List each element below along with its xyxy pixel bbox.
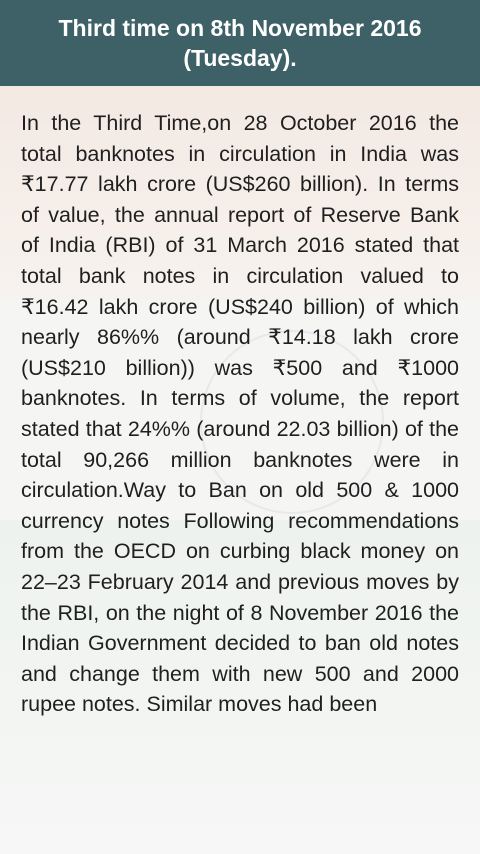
page-title: Third time on 8th November 2016 (Tuesday).	[58, 15, 422, 71]
article-scroll-area[interactable]	[21, 108, 459, 771]
title-bar	[0, 0, 480, 86]
article-body: In the Third Time,on 28 October 2016 the total banknotes in circulation in India was ₹17.77 lakh crore (US$260 billion). In terms of value, the annual report of Reserve Bank of India (RBI) of 31 March 2016 stated that total bank notes in circulation valued to ₹16.42 lakh crore (US$240 billion) of which nearly 86%% (around ₹14.18 lakh crore (US$210 billion)) was ₹500 and ₹1000 banknotes. In terms of volume, the report stated that 24%% (around 22.03 billion) of the total 90,266 million banknotes were in circulation.Way to Ban on old 500 & 1000 currency notes Following recommendations from the OECD on curbing black money on 22–23 February 2014 and previous moves by the RBI, on the night of 8 November 2016 the Indian Government decided to ban old notes and change them with new 500 and 2000 rupee notes. Similar moves had been	[21, 111, 459, 717]
